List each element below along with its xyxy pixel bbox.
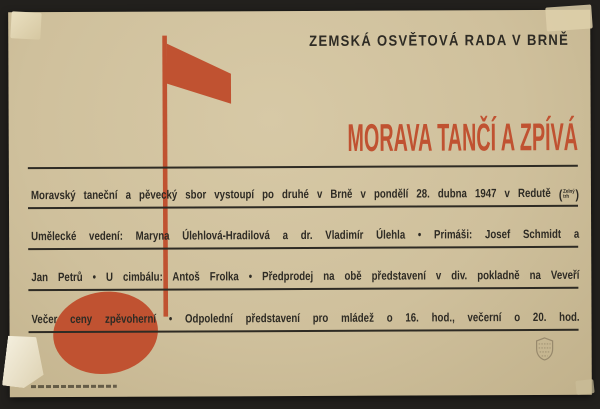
stamp-hatching <box>539 344 551 356</box>
printer-imprint <box>31 385 117 388</box>
info-line-3 <box>31 267 579 285</box>
note-flag <box>167 43 231 104</box>
eighth-note-icon <box>8 10 592 398</box>
photo-corner-bottom-right <box>575 379 594 395</box>
poster <box>8 10 592 398</box>
info-line-text: Večer ceny zpěvoherní • Odpolední představení pro mládež o 16. hod., večerní o 20. hod. <box>31 309 580 327</box>
venue-note <box>559 187 579 203</box>
photo-corner-top-right <box>545 4 593 31</box>
info-line-text: Umělecké vedení: Maryna Úlehlová-Hradilová a dr. Vladimír Úlehla • Primáši: Josef Schmidt a <box>31 226 580 244</box>
info-line-1 <box>31 185 579 203</box>
stamp-icon <box>536 337 554 361</box>
organization-name: ZEMSKÁ OSVĚTOVÁ RADA V BRNĚ <box>309 31 570 50</box>
venue-note-line2: trh <box>563 193 570 200</box>
info-line-text: Moravský taneční a pěvecký sbor vystoupí po druhé v Brně v pondělí 28. dubna 1947 v Redutě <box>30 185 551 203</box>
venue-note-line1: Zelný <box>563 188 575 195</box>
stamp-shield-outline <box>537 338 553 360</box>
venue-note-stack <box>562 189 575 200</box>
photo-corner-top-left <box>10 11 41 40</box>
venue-note-paren: ) <box>575 186 580 202</box>
poster-title: MORAVA TANČÍ A ZPÍVÁ <box>347 116 578 161</box>
info-line-4 <box>31 309 579 327</box>
info-line-text: Jan Petrů • U cimbálu: Antoš Frolka • Předprodej na obě představení v div. pokladně na Veveří <box>31 267 580 285</box>
venue-note-paren: ( <box>558 186 563 202</box>
info-line-2 <box>31 226 579 244</box>
